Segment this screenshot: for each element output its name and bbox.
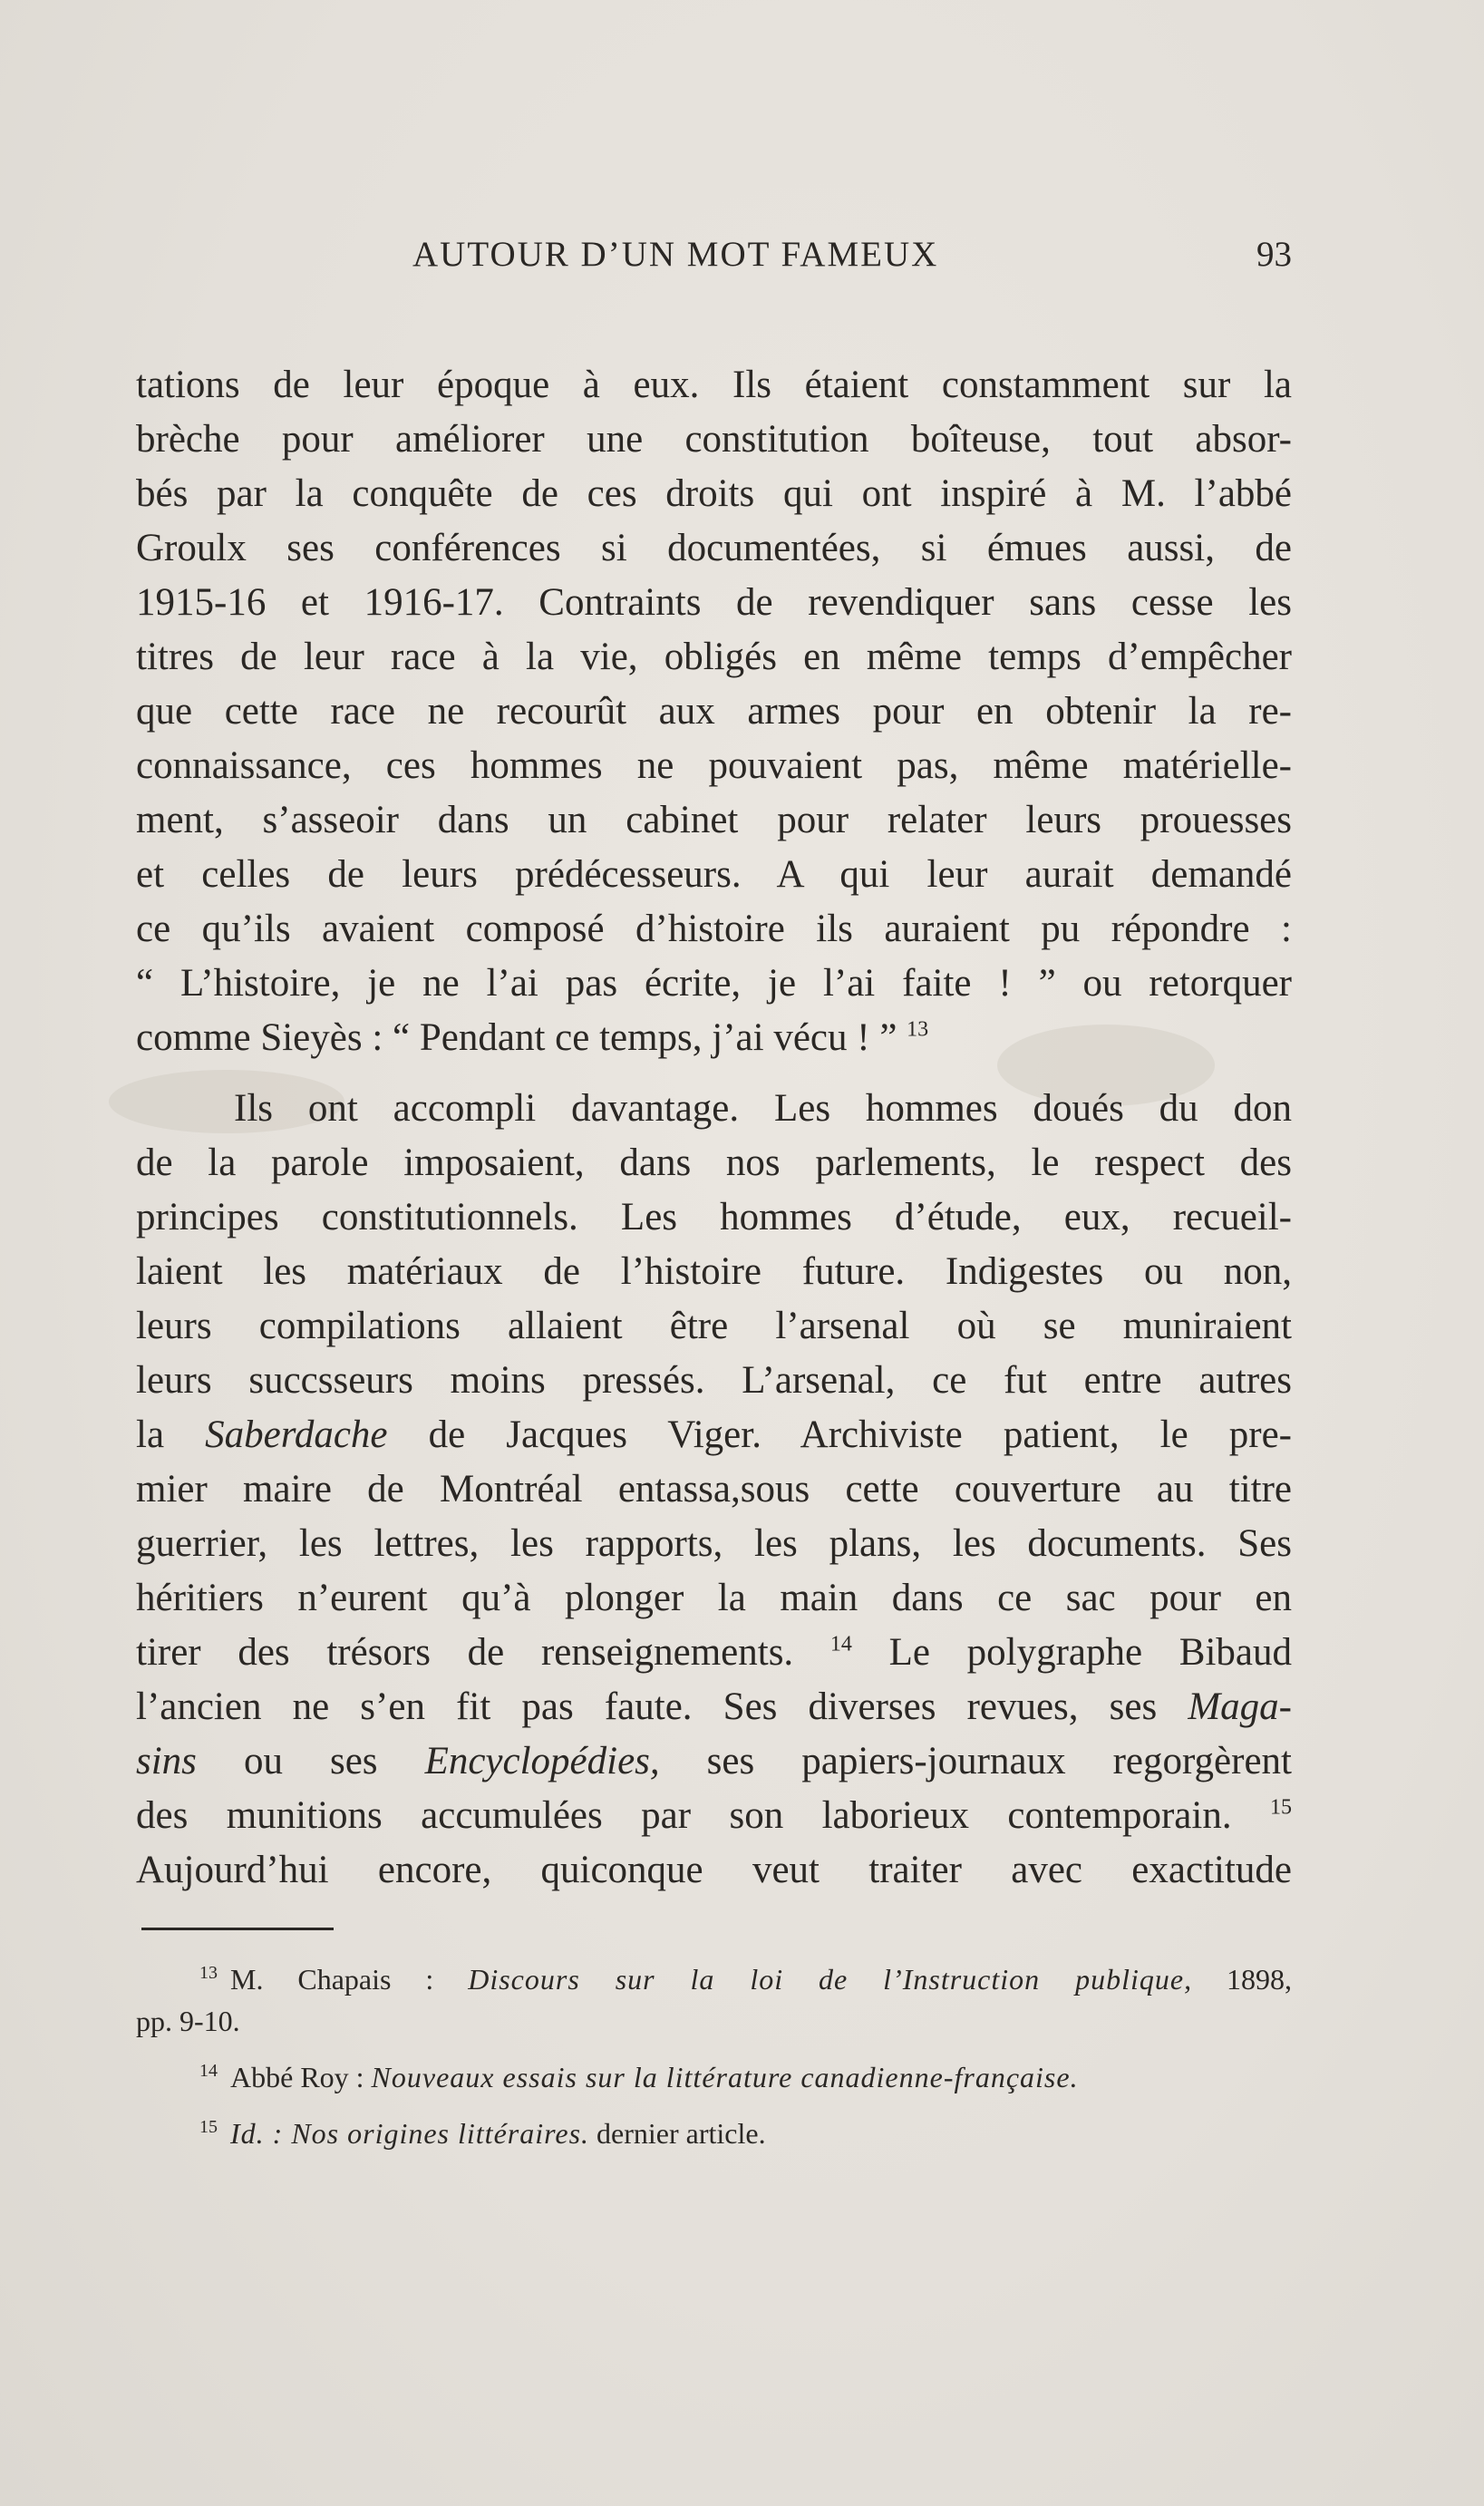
text-line [136, 1734, 1292, 1789]
text-line: ment, s’asseoir dans un cabinet pour relater leurs prouesses [136, 799, 1292, 841]
footnote-text: 1898, [1192, 1963, 1293, 1996]
paragraph-gap [136, 1065, 1292, 1082]
footnote-ref: 14 [829, 1632, 852, 1656]
text-segment: ses papiers-journaux regorgèrent [659, 1740, 1292, 1782]
text-segment: ou ses [196, 1740, 425, 1782]
paragraph [136, 358, 1292, 1065]
footnote-italic: Nouveaux essais sur la littérature canadienne-française. [371, 2061, 1079, 2093]
text-line: Groulx ses conférences si documentées, si émues aussi, de [136, 527, 1292, 569]
footnote-text: M. Chapais : [230, 1963, 469, 1996]
text-line: bés par la conquête de ces droits qui ont inspiré à M. l’abbé [136, 472, 1292, 515]
text-segment: Le polygraphe Bibaud [851, 1631, 1292, 1674]
text-line: leurs succsseurs moins pressés. L’arsenal, ce fut entre autres [136, 1359, 1292, 1402]
footnote-13 [136, 1958, 1292, 2000]
italic-title: Saberdache [205, 1413, 388, 1456]
text-line [136, 1408, 1292, 1462]
text-line: titres de leur race à la vie, obligés en même temps d’empêcher [136, 636, 1292, 678]
text-line: de la parole imposaient, dans nos parlements, le respect des [136, 1141, 1292, 1184]
text-segment: l’ancien ne s’en fit pas faute. Ses diverses revues, ses [136, 1685, 1188, 1728]
footnote-divider [141, 1928, 334, 1930]
text-segment: comme Sieyès : “ Pendant ce temps, j’ai vécu ! ” [136, 1016, 897, 1059]
text-line: laient les matériaux de l’histoire future. Indigestes ou non, [136, 1250, 1292, 1293]
text-line: connaissance, ces hommes ne pouvaient pas, même matérielle- [136, 744, 1292, 787]
page-number: 93 [1256, 235, 1292, 274]
text-line: ce qu’ils avaient composé d’histoire ils auraient pu répondre : [136, 908, 1292, 950]
text-line: guerrier, les lettres, les rapports, les plans, les documents. Ses [136, 1522, 1292, 1565]
footnote-text: dernier article. [589, 2117, 766, 2150]
text-line: Ils ont accompli davantage. Les hommes doués du don [234, 1087, 1292, 1130]
page-header [136, 234, 1292, 288]
paragraph [136, 1082, 1292, 1898]
text-line: tations de leur époque à eux. Ils étaient constamment sur la [136, 364, 1292, 406]
text-line [136, 1680, 1292, 1734]
text-line: et celles de leurs prédécesseurs. A qui leur aurait demandé [136, 853, 1292, 896]
text-line: “ L’histoire, je ne l’ai pas écrite, je l’ai faite ! ” ou retorquer [136, 962, 1292, 1005]
italic-title: Maga- [1188, 1685, 1292, 1728]
footnotes [136, 1958, 1292, 2154]
text-line [136, 1626, 1292, 1680]
footnote-mark: 13 [199, 1963, 218, 1984]
footnote-italic: Id. : Nos origines littéraires. [230, 2117, 590, 2150]
italic-title: Encyclopédies, [424, 1740, 660, 1782]
text-line: 1915-16 et 1916-17. Contraints de revendiquer sans cesse les [136, 581, 1292, 624]
text-line: que cette race ne recourût aux armes pour en obtenir la re- [136, 690, 1292, 733]
text-segment: des munitions accumulées par son laborieux contemporain. [136, 1794, 1232, 1837]
footnote-italic: Discours sur la loi de l’Instruction publique, [468, 1963, 1193, 1996]
text-line [136, 1011, 1292, 1065]
text-line: Aujourd’hui encore, quiconque veut traiter avec exactitude [136, 1849, 1292, 1891]
text-segment: de Jacques Viger. Archiviste patient, le pre- [387, 1413, 1292, 1456]
footnote-15 [136, 2113, 1292, 2154]
footnote-mark: 14 [199, 2061, 218, 2082]
text-line: mier maire de Montréal entassa,sous cette couverture au titre [136, 1468, 1292, 1510]
footnote-14 [136, 2056, 1292, 2098]
footnote-ref: 13 [907, 1017, 929, 1042]
text-line: principes constitutionnels. Les hommes d’étude, eux, recueil- [136, 1196, 1292, 1238]
text-line [136, 1789, 1292, 1843]
text-segment: la [136, 1413, 206, 1456]
italic-title: sins [136, 1740, 197, 1782]
body-text [136, 358, 1292, 1898]
text-line: leurs compilations allaient être l’arsenal où se muniraient [136, 1305, 1292, 1347]
footnote-mark: 15 [199, 2117, 218, 2138]
footnote-ref: 15 [1270, 1795, 1292, 1820]
text-line: héritiers n’eurent qu’à plonger la main dans ce sac pour en [136, 1577, 1292, 1619]
text-segment: tirer des trésors de renseignements. [136, 1631, 794, 1674]
running-title: AUTOUR D’UN MOT FAMEUX [412, 235, 939, 274]
footnote-text: Abbé Roy : [230, 2061, 372, 2093]
text-line: brèche pour améliorer une constitution boîteuse, tout absor- [136, 418, 1292, 461]
footnote-13-continued: pp. 9-10. [136, 2005, 240, 2037]
